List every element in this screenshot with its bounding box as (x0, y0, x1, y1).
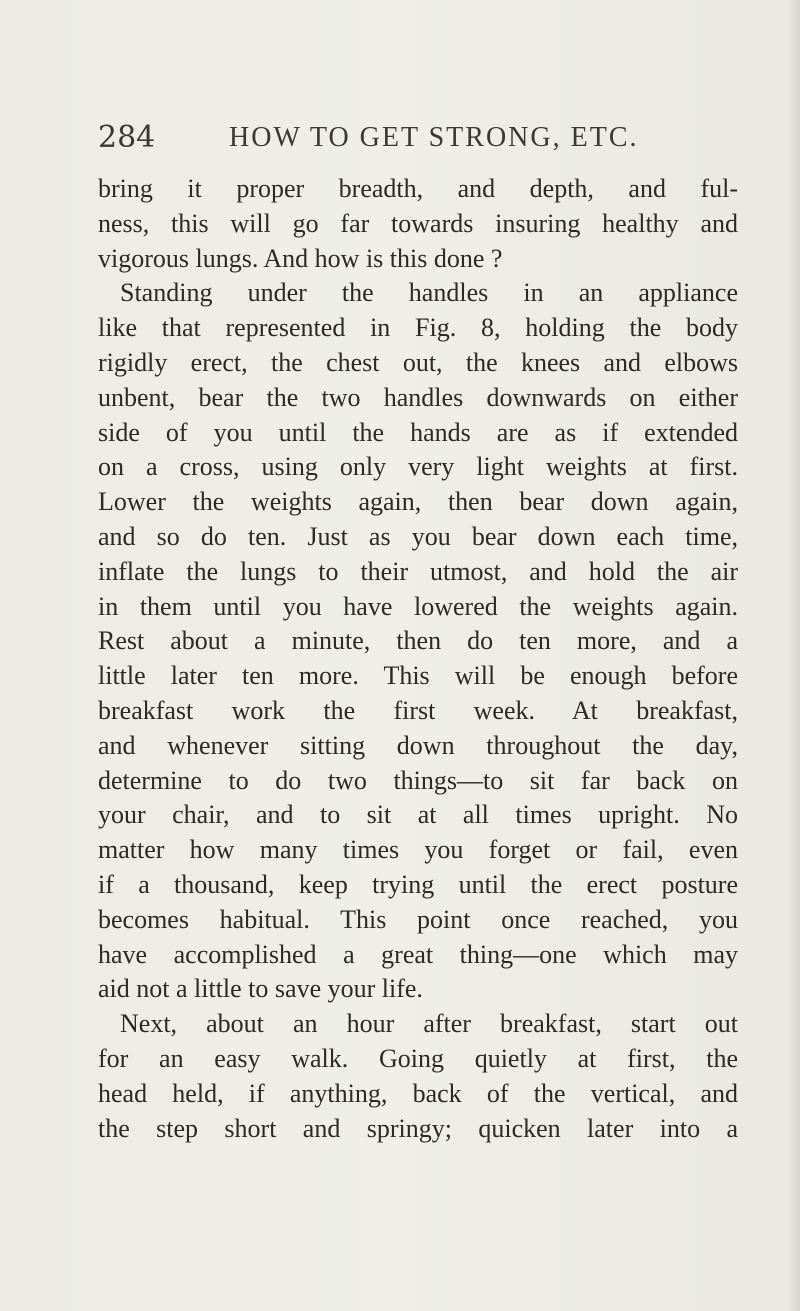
running-head: HOW TO GET STRONG, ETC. (229, 122, 639, 153)
text-line: matter how many times you forget or fail, even (98, 835, 738, 865)
text-line: Next, about an hour after breakfast, start out (120, 1009, 738, 1039)
text-line: Standing under the handles in an appliance (120, 278, 738, 308)
text-line: if a thousand, keep trying until the erect posture (98, 869, 738, 899)
text-line: bring it proper breadth, and depth, and ful- (98, 174, 738, 203)
text-line: vigorous lungs. And how is this done ? (98, 243, 503, 273)
text-line: in them until you have lowered the weights again. (98, 591, 738, 621)
text-line: Rest about a minute, then do ten more, and a (98, 626, 738, 656)
text-line: your chair, and to sit at all times upright. No (98, 800, 738, 830)
page-edge-shadow (788, 0, 800, 1311)
text-line: for an easy walk. Going quietly at first, the (98, 1043, 738, 1073)
text-line: head held, if anything, back of the vertical, and (98, 1078, 738, 1108)
text-line: determine to do two things—to sit far back on (98, 765, 738, 795)
text-line: rigidly erect, the chest out, the knees and elbows (98, 347, 738, 377)
text-line: unbent, bear the two handles downwards on either (98, 382, 738, 412)
text-line: on a cross, using only very light weights at first. (98, 452, 738, 482)
text-line: inflate the lungs to their utmost, and hold the air (98, 556, 738, 586)
page-header (98, 118, 718, 158)
text-line: and so do ten. Just as you bear down each time, (98, 521, 738, 551)
text-line: side of you until the hands are as if extended (98, 417, 738, 447)
text-line: becomes habitual. This point once reached, you (98, 904, 738, 934)
text-line: have accomplished a great thing—one which may (98, 939, 738, 969)
text-line: breakfast work the first week. At breakfast, (98, 695, 738, 725)
body-text (98, 172, 738, 1146)
text-line: Lower the weights again, then bear down again, (98, 487, 738, 517)
text-line: and whenever sitting down throughout the day, (98, 730, 738, 760)
text-line: ness, this will go far towards insuring healthy and (98, 208, 738, 238)
page-number: 284 (98, 120, 156, 155)
text-line: little later ten more. This will be enough before (98, 661, 738, 691)
text-line: the step short and springy; quicken later into a (98, 1113, 738, 1143)
text-line: aid not a little to save your life. (98, 974, 423, 1004)
text-line: like that represented in Fig. 8, holding the body (98, 313, 738, 343)
